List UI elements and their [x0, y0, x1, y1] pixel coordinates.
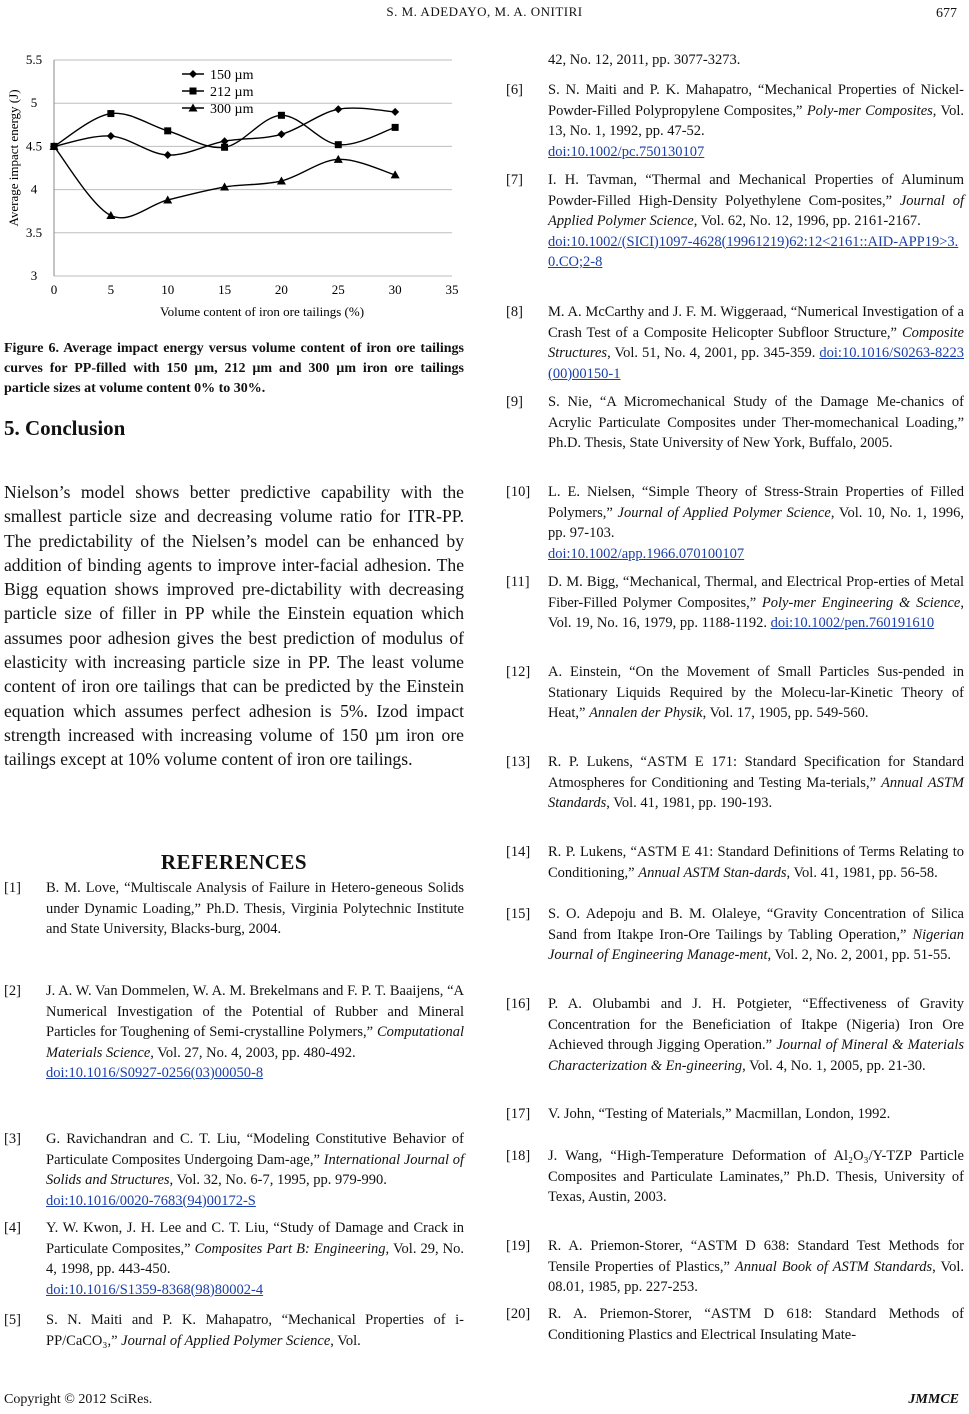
doi-link[interactable]: doi:10.1016/0020-7683(94)00172-S	[46, 1192, 256, 1209]
reference-source-title: Poly-mer Engineering & Science	[761, 594, 961, 611]
reference-text	[46, 1218, 464, 1300]
reference-text	[548, 1104, 964, 1125]
reference-number: [4]	[4, 1220, 21, 1236]
reference-text-details: , Vol. 62, No. 12, 1996, pp. 2161-2167.	[693, 213, 921, 229]
doi-link[interactable]: doi:10.1002/(SICI)1097-4628(19961219)62:12<2161::AID-APP19>3.0.CO;2-8	[548, 233, 959, 270]
reference-text-details: Vol. 27, No. 4, 2003, pp. 480-492.	[153, 1044, 356, 1061]
reference-text	[548, 80, 964, 162]
copyright-footer: Copyright © 2012 SciRes.	[4, 1392, 153, 1407]
reference-text-main: A. Einstein, “On the Movement of Small Particles Sus-pended in Stationary Liquids Required by the Molecu-lar-Kinetic Theory of Heat,”	[548, 664, 964, 721]
reference-text-main: V. John, “Testing of Materials,” Macmillan, London, 1992.	[548, 1106, 891, 1122]
y-tick-label: 3.5	[25, 224, 43, 240]
data-point-square	[392, 124, 399, 131]
reference-text-details: , Vol. 4, No. 1, 2005, pp. 21-30.	[742, 1057, 926, 1074]
x-tick-label: 20	[274, 282, 288, 297]
data-point-square	[278, 112, 285, 119]
x-tick-label: 35	[445, 282, 459, 297]
reference-number: [1]	[4, 880, 21, 896]
reference-source-title: Annual ASTM Standards	[548, 774, 965, 811]
reference-text-main: M. A. McCarthy and J. F. M. Wiggeraad, “Numerical Investigation of a Crash Test of a Composite Helicopter Subfloor Structure,”	[548, 304, 964, 341]
reference-text	[46, 1129, 464, 1211]
x-tick-label: 0	[50, 282, 58, 297]
x-tick-label: 15	[218, 282, 232, 297]
reference-text-details: , Vol. 17, 1905, pp. 549-560.	[702, 705, 869, 721]
reference-text-main: P. A. Olubambi and J. H. Potgieter, “Effectiveness of Gravity Concentration for the Beneficiation of Itakpe (Nigeria) Iron Ore Achieved through Jigging Operation.”	[548, 996, 964, 1053]
reference-text-main: B. M. Love, “Multiscale Analysis of Failure in Hetero-geneous Solids under Dynamic Loading,” Ph.D. Thesis, Virginia Polytechnic Institute and State University, Blacks-burg, 2004.	[46, 880, 464, 937]
legend-label: 150 µm	[210, 68, 254, 83]
reference-text	[548, 994, 964, 1076]
doi-link[interactable]: doi:10.1016/S1359-8368(98)80002-4	[46, 1281, 264, 1298]
reference-text	[46, 1310, 464, 1351]
reference-number: [6]	[506, 82, 523, 98]
reference-text-main: S. N. Maiti and P. K. Mahapatro, “Mechanical Properties of Nickel-Powder-Filled Polypropylene Composites,”	[548, 82, 964, 119]
reference-text-main: S. O. Adepoju and B. M. Olaleye, “Gravity Concentration of Silica Sand from Itakpe Iron-Ore Tailings by Tabling Operation,”	[548, 906, 964, 943]
reference-number: [18]	[506, 1148, 531, 1164]
data-point-square	[221, 144, 228, 151]
data-point-diamond	[334, 105, 342, 113]
reference-text	[46, 981, 464, 1084]
reference-number: [13]	[506, 754, 531, 770]
reference-text-main: G. Ravichandran and C. T. Liu, “Modeling Constitutive Behavior of Particulate Composites Undergoing Dam-age,”	[46, 1131, 464, 1168]
x-tick-label: 30	[388, 282, 402, 297]
reference-text	[46, 878, 464, 940]
legend-label: 300 µm	[210, 102, 254, 117]
reference-number: [16]	[506, 996, 531, 1012]
reference-number: [14]	[506, 844, 531, 860]
reference-source-title: Annalen der Physik	[589, 705, 703, 721]
reference-source-title: Journal of Applied Polymer Science	[121, 1332, 331, 1349]
reference-text	[548, 572, 964, 634]
reference-text	[548, 482, 964, 564]
reference-text-main: S. Nie, “A Micromechanical Study of the Damage Me-chanics of Acrylic Particulate Composites under Ther-momechanical Loading,” Ph.D. Thesis, State University of New York, Buffalo, 2005.	[548, 394, 964, 451]
y-tick-label: 4.5	[25, 138, 43, 154]
reference-number: [2]	[4, 983, 21, 999]
data-point-diamond	[189, 70, 197, 78]
reference-source-title: Annual Book of ASTM Standards	[734, 1258, 933, 1275]
reference-text-main: R. A. Priemon-Storer, “ASTM D 638: Standard Test Methods for Tensile Properties of Plastics,”	[548, 1238, 964, 1275]
data-point-square	[190, 88, 197, 95]
reference-text-details: , Vol. 32, No. 6-7, 1995, pp. 979-990.	[169, 1172, 387, 1188]
reference-number: [5]	[4, 1312, 21, 1328]
data-point-square	[107, 110, 114, 117]
reference-source-title: Journal of Applied Polymer Science	[617, 504, 831, 521]
reference-number: [17]	[506, 1106, 531, 1122]
reference-source-title: Composites Part B: Engineering	[194, 1240, 386, 1257]
reference-source-title: Journal of Applied Polymer Science	[548, 192, 964, 229]
data-point-diamond	[391, 108, 399, 116]
x-tick-label: 5	[107, 282, 115, 297]
reference-number: [20]	[506, 1306, 531, 1322]
reference-text-details: , Vol. 29, No. 4, 1998, pp. 443-450.	[46, 1240, 464, 1277]
series-line	[54, 146, 395, 217]
reference-text-main: I. H. Tavman, “Thermal and Mechanical Properties of Aluminum Powder-Filled High-Density Polyethylene Com-posites,”	[548, 172, 964, 209]
reference-text-details: , Vol.	[330, 1332, 361, 1349]
reference-text	[548, 1236, 964, 1298]
doi-link[interactable]: doi:10.1016/S0927-0256(03)00050-8	[46, 1065, 264, 1081]
data-point-square	[335, 141, 342, 148]
y-tick-label: 5	[30, 95, 38, 111]
reference-number: [11]	[506, 574, 530, 590]
y-axis-label: Average impact energy (J)	[6, 89, 21, 227]
reference-text-main: R. P. Lukens, “ASTM E 171: Standard Specification for Standard Atmospheres for Conditioning and Testing Ma-terials,”	[548, 754, 964, 791]
reference-number: [3]	[4, 1131, 21, 1147]
y-tick-label: 5.5	[25, 52, 43, 67]
reference-text	[548, 302, 964, 384]
doi-link[interactable]: doi:10.1016/S0263-8223(00)00150-1	[548, 345, 964, 382]
x-tick-label: 10	[161, 282, 175, 297]
impact-energy-chart	[4, 48, 462, 320]
reference-text-details: , Vol. 19, No. 16, 1979, pp. 1188-1192.	[548, 594, 964, 631]
reference-text-main: J. A. W. Van Dommelen, W. A. M. Brekelmans and F. P. T. Baaijens, “A Numerical Investigation of the Potential of Rubber and Mineral Particles for Toughening of Semi-crystalline Polymers,”	[46, 983, 464, 1040]
data-point-diamond	[164, 151, 172, 159]
reference-text-details: , Vol. 41, 1981, pp. 56-58.	[786, 864, 938, 881]
page-number: 677	[936, 6, 957, 21]
reference-number: [7]	[506, 172, 523, 188]
reference-text-main: Y. W. Kwon, J. H. Lee and C. T. Liu, “Study of Damage and Crack in Particulate Composites,”	[46, 1220, 464, 1257]
reference-text	[548, 842, 964, 883]
reference-text	[548, 1304, 964, 1345]
reference-number: [15]	[506, 906, 531, 922]
chart-legend	[182, 68, 254, 117]
doi-link[interactable]: doi:10.1002/pen.760191610	[770, 615, 935, 631]
reference-text-details: , Vol. 08.01, 1985, pp. 227-253.	[548, 1258, 964, 1295]
data-point-diamond	[107, 132, 115, 140]
reference-text-details: , Vol. 51, No. 4, 2001, pp. 345-359.	[607, 345, 820, 361]
reference-text-main: D. M. Bigg, “Mechanical, Thermal, and Electrical Prop-erties of Metal Fiber-Filled Polymer Composites,”	[548, 574, 964, 611]
reference-number: [19]	[506, 1238, 531, 1254]
reference-text-details: , Vol. 41, 1981, pp. 190-193.	[606, 795, 773, 811]
reference-text-main: 42, No. 12, 2011, pp. 3077-3273.	[548, 52, 741, 68]
reference-number: [12]	[506, 664, 531, 680]
chart-series	[50, 105, 400, 219]
reference-text-main: R. A. Priemon-Storer, “ASTM D 618: Standard Methods of Conditioning Plastics and Electrical Insulating Mate-	[548, 1306, 964, 1343]
reference-text-main: R. P. Lukens, “ASTM E 41: Standard Definitions of Terms Relating to Conditioning,”	[548, 844, 964, 881]
conclusion-paragraph: Nielson’s model shows better predictive capability with the smallest particle size and decreasing volume ratio for ITR-PP. The predictability of the Nielsen’s model can be enhanced by addition of binding agents to improve inter-facial adhesion. The Bigg equation shows improved pre-dictability with decreasing particle size of filler in PP while the Einstein equation which assumes poor adhesion gives the best prediction of modulus of elasticity with increasing particle size in PP. The least volume content of iron ore tailings that can be predicted by the Einstein equation which assumes perfect adhesion is 5%. Izod impact strength increased with increasing volume of 150 µm iron ore tailings except at 10% volume content of iron ore tailings.	[4, 482, 464, 770]
data-point-square	[164, 127, 171, 134]
reference-text	[548, 1146, 964, 1208]
running-head: S. M. ADEDAYO, M. A. ONITIRI	[386, 4, 583, 19]
reference-source-title: Journal of Mineral & Materials Characterization & En-gineering	[548, 1037, 965, 1074]
x-axis-label: Volume content of iron ore tailings (%)	[159, 304, 365, 319]
reference-text	[548, 170, 964, 273]
reference-text	[548, 392, 964, 454]
doi-link[interactable]: doi:10.1002/app.1966.070100107	[548, 545, 745, 562]
reference-source-title: International Journal of Solids and Structures	[46, 1151, 464, 1188]
reference-text	[548, 50, 964, 71]
reference-text-main: L. E. Nielsen, “Simple Theory of Stress-Strain Properties of Filled Polymers,”	[548, 484, 964, 521]
journal-footer: JMMCE	[908, 1392, 959, 1407]
legend-label: 212 µm	[210, 85, 254, 100]
y-tick-label: 4	[30, 181, 38, 197]
reference-number: [8]	[506, 304, 523, 320]
references-heading: REFERENCES	[160, 850, 308, 874]
data-point-triangle	[106, 211, 115, 219]
figure-caption: Figure 6. Average impact energy versus volume content of iron ore tailings curves for PP-filled with 150 µm, 212 µm and 300 µm iron ore tailings particle sizes at volume content 0% to 30%.	[4, 341, 464, 396]
reference-number: [9]	[506, 394, 523, 410]
reference-text	[548, 662, 964, 724]
section-title: 5. Conclusion	[4, 416, 126, 440]
doi-link[interactable]: doi:10.1002/pc.750130107	[548, 143, 705, 160]
reference-source-title: Annual ASTM Stan-dards	[638, 864, 787, 881]
reference-text-main: J. Wang, “High-Temperature Deformation of Al₂O₃/Y-TZP Particle Composites and Particulate Laminates,” Ph.D. Thesis, University of Texas, Austin, 2003.	[548, 1148, 964, 1205]
reference-text-main: S. N. Maiti and P. K. Mahapatro, “Mechanical Properties of i-PP/CaCO₃,”	[46, 1312, 464, 1349]
reference-number: [10]	[506, 484, 531, 500]
data-point-diamond	[277, 130, 285, 138]
reference-text-details: , Vol. 13, No. 1, 1992, pp. 47-52.	[548, 102, 964, 139]
x-tick-label: 25	[331, 282, 345, 297]
reference-source-title: Poly-mer Composites	[806, 102, 933, 119]
y-tick-label: 3	[30, 268, 38, 283]
reference-text-details: , Vol. 2, No. 2, 2001, pp. 51-55.	[767, 947, 952, 963]
reference-source-title: Composite Structures	[548, 324, 964, 361]
reference-source-title: Computational Materials Science,	[46, 1024, 464, 1061]
reference-source-title: Nigerian Journal of Engineering Manage-ment	[548, 926, 964, 963]
reference-text-details: , Vol. 10, No. 1, 1996, pp. 97-103.	[548, 504, 964, 541]
reference-text	[548, 752, 964, 814]
reference-text	[548, 904, 964, 966]
